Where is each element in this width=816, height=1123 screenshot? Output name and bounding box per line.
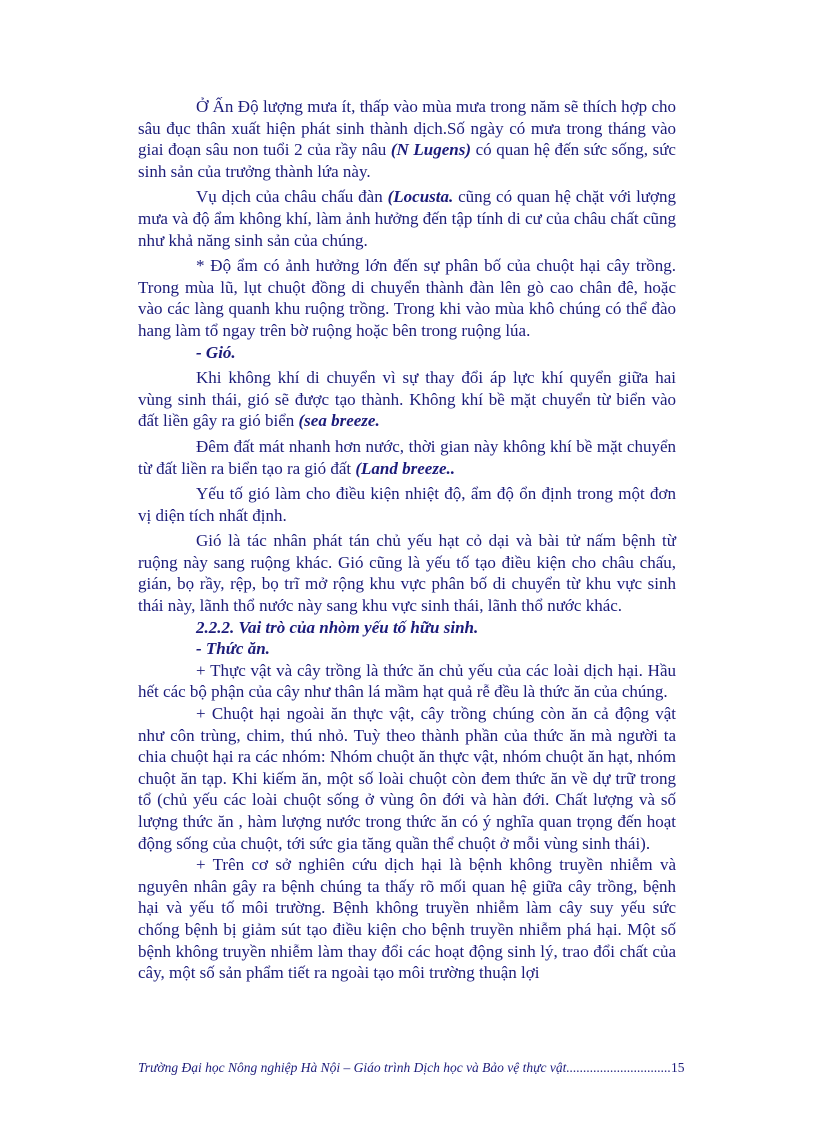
heading-biotic-factors: 2.2.2. Vai trò của nhòm yếu tố hữu sinh. [196,617,479,637]
paragraph-humidity-rats: * Độ ẩm có ảnh hưởng lớn đến sự phân bố của chuột hại cây trồng. Trong mùa lũ, lụt chuột đồng di chuyển thành đàn lên gò cao chân đê, hoặc vào các làng quanh khu ruộng trồng. Trong khi vào mùa khô chúng có thể đào hang làm tổ ngay trên bờ ruộng hoặc bên trong ruộng lúa. [138,256,676,340]
heading-food: - Thức ăn. [196,639,270,659]
term-land-breeze: (Land breeze.. [355,458,456,478]
term-sea-breeze: (sea breeze. [298,411,380,431]
paragraph-wind-stability: Yếu tố gió làm cho điều kiện nhiệt độ, ẩm độ ổn định trong một đơn vị diện tích nhất định. [138,484,676,525]
body-text [138,96,676,984]
species-term: (N Lugens) [390,140,472,160]
paragraph-sea-breeze: Khi không khí di chuyển vì sự thay đổi áp lực khí quyển giữa hai vùng sinh thái, gió sẽ được tạo thành. Không khí bề mặt chuyển từ biển vào đất liền gây ra gió biển (sea breeze. [138,368,676,431]
heading-wind: - Gió. [196,342,236,362]
paragraph-rat-diet: + Chuột hại ngoài ăn thực vật, cây trồng chúng còn ăn cả động vật như côn trùng, chim, thú nhỏ. Tuỳ theo thành phần của thức ăn mà người ta chia chuột hại ra các nhóm: Nhóm chuột ăn thực vật, nhóm chuột ăn hạt, nhóm chuột ăn tạp. Khi kiếm ăn, một số loài chuột còn đem thức ăn về dự trữ trong tổ (chủ yếu các loài chuột sống ở vùng ôn đới và hàn đới. Chất lượng và số lượng thức ăn , hàm lượng nước trong thức ăn có ý nghĩa quan trọng đến hoạt động sống của chuột, tới sức gia tăng quần thể chuột ở mỗi vùng sinh thái). [138,704,676,853]
paragraph-land-breeze: Đêm đất mát nhanh hơn nước, thời gian này không khí bề mặt chuyển từ đất liền ra biển tạo ra gió đất (Land breeze.. [138,436,676,478]
paragraph-locust: Vụ dịch của châu chấu đàn (Locusta. cũng có quan hệ chặt với lượng mưa và độ ẩm không khí, làm ảnh hưởng đến tập tính di cư của châu chất cũng như khả năng sinh sản của chúng. [138,187,676,250]
page-footer [138,1060,685,1076]
paragraph-plants-food: + Thực vật và cây trồng là thức ăn chủ yếu của các loài dịch hại. Hầu hết các bộ phận của cây như thân lá mầm hạt quả rễ đều là thức ăn của chúng. [138,660,676,702]
paragraph-noninfectious-disease: + Trên cơ sở nghiên cứu dịch hại là bệnh không truyền nhiễm và nguyên nhân gây ra bệnh chúng ta thấy rõ mối quan hệ giữa cây trồng, bệnh hại và yếu tố môi trường. Bệnh không truyền nhiễm làm cây suy yếu sức chống bệnh bị giảm sút tạo điều kiện cho bệnh truyền nhiễm phá hại. Một số bệnh không truyền nhiễm làm thay đổi các hoạt động sinh lý, trao đổi chất của cây, một số sản phẩm tiết ra ngoài tạo môi trường thuận lợi [138,855,676,983]
page-number: 15 [671,1060,685,1075]
paragraph-wind-dispersal: Gió là tác nhân phát tán chủ yếu hạt cỏ dại và bài tử nấm bệnh từ ruộng này sang ruộng khác. Gió cũng là yếu tố tạo điều kiện cho châu chấu, gián, bọ rầy, rệp, bọ trĩ mở rộng khu vực phân bố di chuyển từ khu vực sinh thái này, lãnh thổ nước này sang khu vực sinh thái, lãnh thổ nước khác. [138,531,676,616]
footer-text: Trường Đại học Nông nghiệp Hà Nội – Giáo trình Dịch học và Bảo vệ thực vật............................... [138,1060,672,1075]
paragraph-india-rainfall: Ở Ấn Độ lượng mưa ít, thấp vào mùa mưa trong năm sẽ thích hợp cho sâu đục thân xuất hiện phát sinh thành dịch.Số ngày có mưa trong tháng vào giai đoạn sâu non tuổi 2 của rầy nâu (N Lugens) có quan hệ đến sức sống, sức sinh sản của trưởng thành lứa này. [138,97,676,181]
species-term: (Locusta. [387,187,454,207]
